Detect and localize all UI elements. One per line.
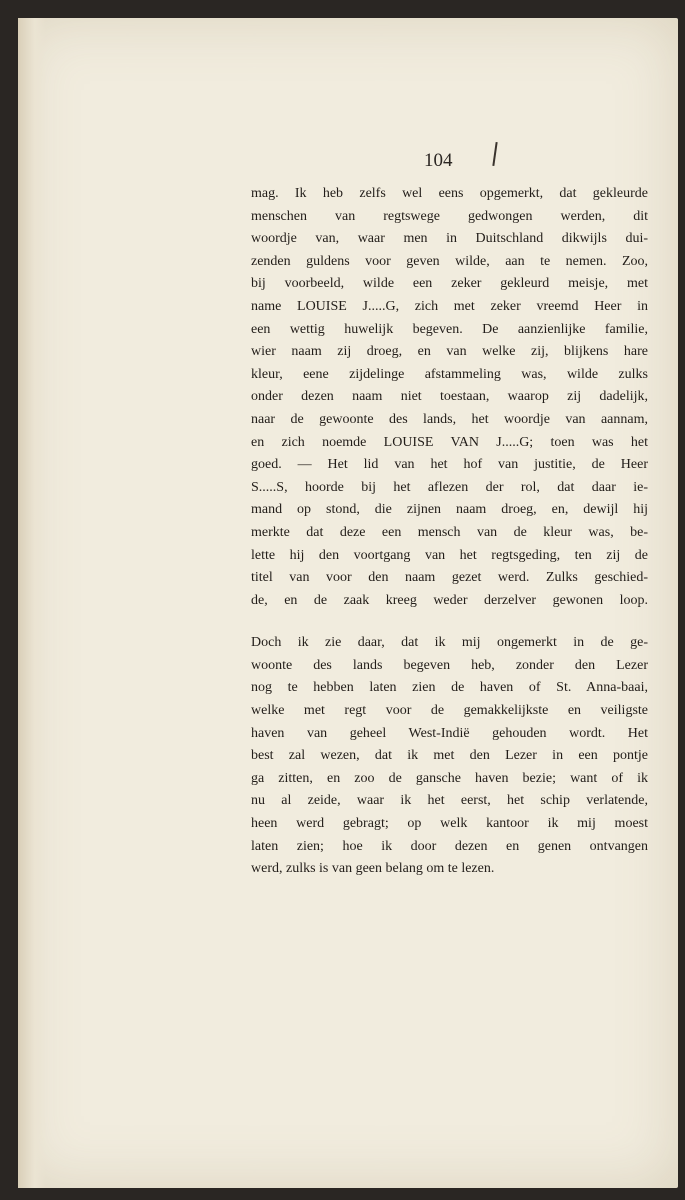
text-line: S.....S, hoorde bij het aflezen der rol, dat daar ie- — [251, 479, 648, 495]
text-line: onder dezen naam niet toestaan, waarop zij dadelijk, — [251, 389, 648, 405]
text-line: merkte dat deze een mensch van de kleur was, be- — [251, 524, 648, 540]
text-line: woonte des lands begeven heb, zonder den Lezer — [251, 657, 648, 673]
text-line: woordje van, waar men in Duitschland dikwijls dui- — [251, 231, 648, 247]
text-line: de, en de zaak kreeg weder derzelver gewonen loop. — [251, 592, 648, 608]
text-line: naar de gewoonte des lands, het woordje van aannam, — [251, 411, 648, 427]
text-line: name LOUISE J.....G, zich met zeker vreemd Heer in — [251, 298, 648, 314]
text-line: nu al zeide, waar ik het eerst, het schip verlatende, — [251, 793, 648, 809]
page-edge-shadow — [18, 18, 46, 1188]
text-line: menschen van regtswege gedwongen werden, dit — [251, 208, 648, 224]
text-line: een wettig huwelijk begeven. De aanzienlijke familie, — [251, 321, 648, 337]
text-line: best zal wezen, dat ik met den Lezer in een pontje — [251, 748, 648, 764]
text-line: welke met regt voor de gemakkelijkste en veiligste — [251, 703, 648, 719]
text-line: goed. — Het lid van het hof van justitie, de Heer — [251, 457, 648, 473]
text-line: Doch ik zie daar, dat ik mij ongemerkt in de ge- — [251, 635, 648, 651]
text-line: zenden guldens voor geven wilde, aan te nemen. Zoo, — [251, 253, 648, 269]
text-line: ga zitten, en zoo de gansche haven bezie; want of ik — [251, 770, 648, 786]
text-line: werd, zulks is van geen belang om te lezen. — [251, 861, 495, 877]
paragraph-gap — [251, 612, 648, 632]
text-line: haven van geheel West-Indië gehouden wordt. Het — [251, 725, 648, 741]
body-text — [251, 183, 648, 881]
text-line: en zich noemde LOUISE VAN J.....G; toen was het — [251, 434, 648, 450]
text-line: mag. Ik heb zelfs wel eens opgemerkt, dat gekleurde — [251, 186, 648, 201]
text-line: titel van voor den naam gezet werd. Zulks geschied- — [251, 570, 648, 586]
text-line: heen werd gebragt; op welk kantoor ik mij moest — [251, 816, 648, 832]
text-line: lette hij den voortgang van het regtsgeding, ten zij de — [251, 547, 648, 563]
paragraph-2 — [251, 632, 648, 881]
text-line: mand op stond, die zijnen naam droeg, en, dewijl hij — [251, 502, 648, 518]
page-number: 104 — [424, 150, 453, 171]
text-line: bij voorbeeld, wilde een zeker gekleurd meisje, met — [251, 276, 648, 292]
text-line: wier naam zij droeg, en van welke zij, blijkens hare — [251, 344, 648, 360]
text-line: kleur, eene zijdelinge afstammeling was, wilde zulks — [251, 366, 648, 382]
text-line: nog te hebben laten zien de haven of St. Anna-baai, — [251, 680, 648, 696]
text-line: laten zien; hoe ik door dezen en genen ontvangen — [251, 838, 648, 854]
paragraph-1 — [251, 183, 648, 612]
